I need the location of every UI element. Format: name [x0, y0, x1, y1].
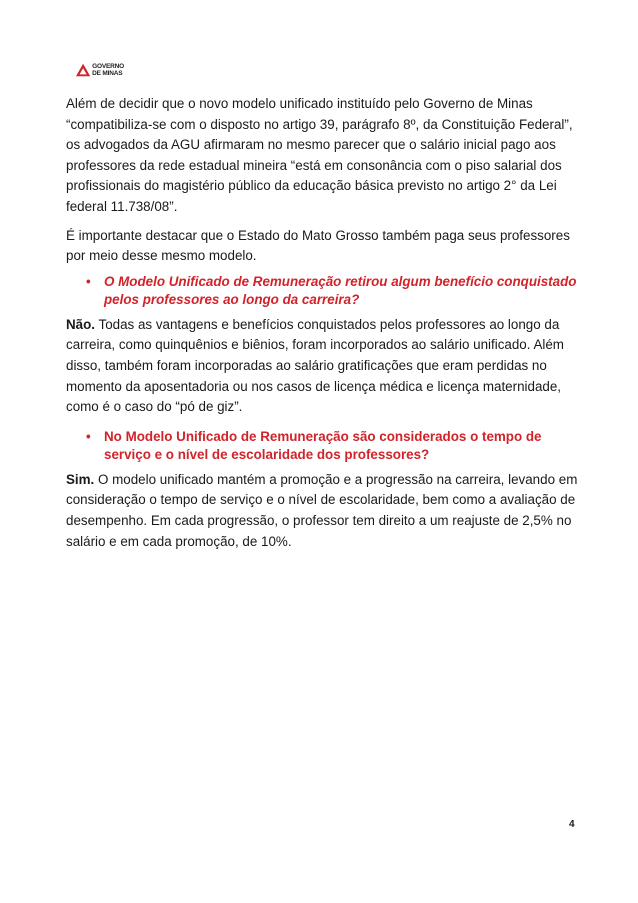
bullet-icon: • [86, 428, 91, 444]
document-body [66, 94, 582, 562]
governo-de-minas-logo [76, 60, 124, 80]
answer-service-time [66, 470, 582, 552]
answer-service-time-text: O modelo unificado mantém a promoção e a progressão na carreira, levando em consideração o tempo de serviço e o nível de escolaridade, bem como a avaliação de desempenho. Em cada progressão, o professor tem direito a um reajuste de 2,5% no salário e em cada promoção, de 10%. [66, 471, 578, 549]
paragraph-agu-opinion: Além de decidir que o novo modelo unificado instituído pelo Governo de Minas “compatibiliza-se com o disposto no artigo 39, parágrafo 8º, da Constituição Federal”, os advogados da AGU afirmaram no mesmo parecer que o salário inicial pago aos professores da rede estadual mineira “está em consonância com o piso salarial dos profissionais do magistério público da educação básica previsto no artigo 2° da Lei federal 11.738/08”. [66, 96, 573, 214]
logo-text-line2: DE MINAS [92, 70, 123, 77]
question-benefits-text: O Modelo Unificado de Remuneração retirou algum benefício conquistado pelos professores ao longo da carreira? [104, 273, 577, 307]
answer-benefits-text: Todas as vantagens e benefícios conquistados pelos professores ao longo da carreira, como quinquênios e biênios, foram incorporados ao salário unificado. Além disso, também foram incorporadas ao salário gratificações que eram perdidas no momento da aposentadoria ou nos casos de licença médica e licença maternidade, como é o caso do “pó de giz”. [66, 316, 564, 415]
logo-text [92, 63, 124, 77]
logo-triangle-icon [76, 63, 90, 77]
question-benefits [86, 273, 582, 309]
page-number: 4 [569, 819, 575, 830]
answer-benefits [66, 315, 582, 418]
question-service-time [86, 428, 582, 464]
bullet-icon: • [86, 273, 91, 289]
logo-text-line1: GOVERNO [92, 63, 124, 70]
paragraph-mato-grosso: É importante destacar que o Estado do Mato Grosso também paga seus professores por meio desse mesmo modelo. [66, 227, 570, 264]
answer-service-time-lead: Sim. [66, 471, 95, 487]
answer-benefits-lead: Não. [66, 316, 96, 332]
question-service-time-text: No Modelo Unificado de Remuneração são considerados o tempo de serviço e o nível de escolaridade dos professores? [104, 428, 542, 462]
